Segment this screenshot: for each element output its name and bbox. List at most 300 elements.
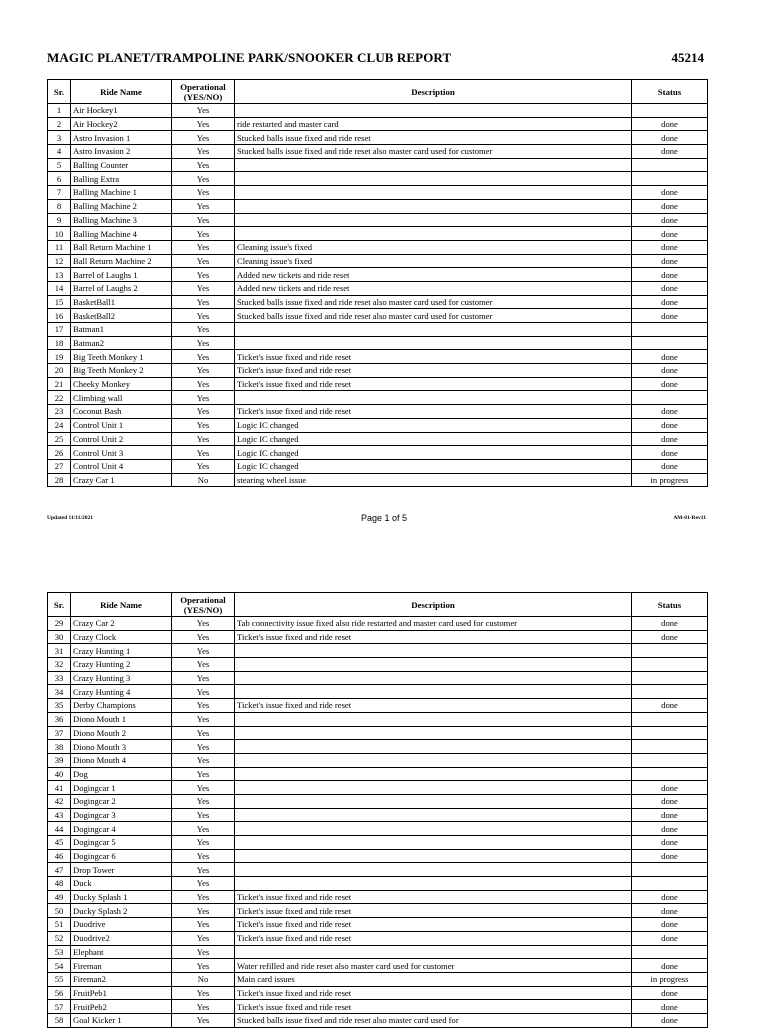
row-sr-cell: 2: [48, 117, 71, 131]
row-status-cell: done: [632, 931, 708, 945]
row-description-cell: Tab connectivity issue fixed also ride restarted and master card used for customer: [235, 617, 632, 631]
row-status-cell: in progress: [632, 473, 708, 487]
row-status-cell: done: [632, 890, 708, 904]
row-operational-cell: Yes: [172, 712, 235, 726]
row-status-cell: done: [632, 808, 708, 822]
row-operational-cell: Yes: [172, 617, 235, 631]
row-description-cell: Ticket's issue fixed and ride reset: [235, 931, 632, 945]
table-row: [48, 972, 708, 986]
table-header-row: [48, 593, 708, 617]
row-description-cell: [235, 685, 632, 699]
row-ride-name-cell: Crazy Hunting 1: [71, 644, 172, 658]
row-operational-cell: Yes: [172, 199, 235, 213]
row-operational-cell: Yes: [172, 350, 235, 364]
row-description-cell: [235, 808, 632, 822]
table-row: [48, 877, 708, 891]
table-row: [48, 446, 708, 460]
row-description-cell: Ticket's issue fixed and ride reset: [235, 405, 632, 419]
row-status-cell: done: [632, 1013, 708, 1027]
table-row: [48, 904, 708, 918]
row-description-cell: stearing wheel issue: [235, 473, 632, 487]
row-description-cell: Ticket's issue fixed and ride reset: [235, 364, 632, 378]
row-status-cell: [632, 767, 708, 781]
table-row: [48, 364, 708, 378]
row-operational-cell: Yes: [172, 877, 235, 891]
table-row: [48, 104, 708, 118]
table-row: [48, 959, 708, 973]
row-sr-cell: 57: [48, 1000, 71, 1014]
row-sr-cell: 10: [48, 227, 71, 241]
row-ride-name-cell: Goal Kicker 1: [71, 1013, 172, 1027]
row-ride-name-cell: Ducky Splash 1: [71, 890, 172, 904]
table-row: [48, 630, 708, 644]
row-sr-cell: 42: [48, 794, 71, 808]
row-sr-cell: 36: [48, 712, 71, 726]
row-ride-name-cell: Elephant: [71, 945, 172, 959]
row-description-cell: [235, 767, 632, 781]
col-header-description: Description: [235, 80, 632, 104]
row-ride-name-cell: Balling Machine 3: [71, 213, 172, 227]
row-status-cell: done: [632, 432, 708, 446]
row-operational-cell: Yes: [172, 767, 235, 781]
row-description-cell: Stucked balls issue fixed and ride reset also master card used for customer: [235, 309, 632, 323]
row-sr-cell: 11: [48, 240, 71, 254]
table-row: [48, 1013, 708, 1027]
row-ride-name-cell: Dog: [71, 767, 172, 781]
row-sr-cell: 49: [48, 890, 71, 904]
row-status-cell: [632, 945, 708, 959]
row-description-cell: [235, 158, 632, 172]
row-operational-cell: Yes: [172, 240, 235, 254]
row-sr-cell: 44: [48, 822, 71, 836]
row-sr-cell: 7: [48, 186, 71, 200]
table-body: [48, 104, 708, 487]
row-sr-cell: 29: [48, 617, 71, 631]
table-row: [48, 432, 708, 446]
row-ride-name-cell: Ball Return Machine 1: [71, 240, 172, 254]
row-status-cell: [632, 172, 708, 186]
table-row: [48, 890, 708, 904]
row-status-cell: [632, 158, 708, 172]
row-sr-cell: 24: [48, 418, 71, 432]
row-ride-name-cell: Diono Mouth 1: [71, 712, 172, 726]
row-status-cell: done: [632, 117, 708, 131]
row-sr-cell: 5: [48, 158, 71, 172]
row-status-cell: done: [632, 240, 708, 254]
row-description-cell: Ticket's issue fixed and ride reset: [235, 918, 632, 932]
row-status-cell: done: [632, 199, 708, 213]
row-status-cell: [632, 104, 708, 118]
table-row: [48, 849, 708, 863]
row-ride-name-cell: Control Unit 1: [71, 418, 172, 432]
row-status-cell: done: [632, 213, 708, 227]
row-description-cell: Stucked balls issue fixed and ride reset: [235, 131, 632, 145]
row-status-cell: done: [632, 794, 708, 808]
row-ride-name-cell: Ball Return Machine 2: [71, 254, 172, 268]
row-operational-cell: Yes: [172, 117, 235, 131]
row-sr-cell: 18: [48, 336, 71, 350]
row-status-cell: done: [632, 459, 708, 473]
col-header-status: Status: [632, 80, 708, 104]
footer-page-number: Page 1 of 5: [360, 513, 408, 523]
row-sr-cell: 34: [48, 685, 71, 699]
row-ride-name-cell: Crazy Car 2: [71, 617, 172, 631]
row-ride-name-cell: Diono Mouth 4: [71, 753, 172, 767]
table-row: [48, 671, 708, 685]
row-description-cell: [235, 213, 632, 227]
row-ride-name-cell: Fireman2: [71, 972, 172, 986]
table-row: [48, 323, 708, 337]
row-status-cell: done: [632, 268, 708, 282]
row-operational-cell: Yes: [172, 740, 235, 754]
table-row: [48, 405, 708, 419]
row-ride-name-cell: Barrel of Laughs 2: [71, 281, 172, 295]
operational-sub-label: (YES/NO): [183, 604, 223, 615]
row-operational-cell: Yes: [172, 364, 235, 378]
row-description-cell: Ticket's issue fixed and ride reset: [235, 699, 632, 713]
table-row: [48, 281, 708, 295]
row-operational-cell: Yes: [172, 959, 235, 973]
row-ride-name-cell: Dogingcar 3: [71, 808, 172, 822]
row-ride-name-cell: Coconut Bash: [71, 405, 172, 419]
row-description-cell: Ticket's issue fixed and ride reset: [235, 377, 632, 391]
row-sr-cell: 17: [48, 323, 71, 337]
report-title: MAGIC PLANET/TRAMPOLINE PARK/SNOOKER CLUB REPORT: [47, 50, 452, 65]
table-row: [48, 986, 708, 1000]
row-operational-cell: Yes: [172, 1000, 235, 1014]
row-description-cell: [235, 863, 632, 877]
row-ride-name-cell: Astro Invasion 2: [71, 145, 172, 159]
row-ride-name-cell: Fireman: [71, 959, 172, 973]
row-ride-name-cell: Crazy Clock: [71, 630, 172, 644]
row-ride-name-cell: Big Teeth Monkey 1: [71, 350, 172, 364]
row-operational-cell: Yes: [172, 323, 235, 337]
row-status-cell: done: [632, 446, 708, 460]
col-header-ride-name: Ride Name: [71, 593, 172, 617]
row-operational-cell: Yes: [172, 227, 235, 241]
row-description-cell: Ticket's issue fixed and ride reset: [235, 904, 632, 918]
row-description-cell: Ticket's issue fixed and ride reset: [235, 630, 632, 644]
row-ride-name-cell: Batman1: [71, 323, 172, 337]
row-status-cell: [632, 323, 708, 337]
row-description-cell: Cleaning issue's fixed: [235, 254, 632, 268]
row-sr-cell: 30: [48, 630, 71, 644]
ride-status-table: [47, 79, 708, 487]
row-description-cell: Water refilled and ride reset also master card used for customer: [235, 959, 632, 973]
row-status-cell: done: [632, 959, 708, 973]
row-status-cell: [632, 644, 708, 658]
table-row: [48, 712, 708, 726]
table-row: [48, 918, 708, 932]
table-row: [48, 1000, 708, 1014]
table-row: [48, 418, 708, 432]
row-sr-cell: 26: [48, 446, 71, 460]
ride-status-table: [47, 592, 708, 1028]
table-row: [48, 254, 708, 268]
row-description-cell: [235, 945, 632, 959]
row-sr-cell: 39: [48, 753, 71, 767]
row-ride-name-cell: Duodrive: [71, 918, 172, 932]
row-operational-cell: Yes: [172, 699, 235, 713]
col-header-operational: [172, 80, 235, 104]
row-ride-name-cell: Balling Machine 1: [71, 186, 172, 200]
row-sr-cell: 56: [48, 986, 71, 1000]
row-operational-cell: Yes: [172, 630, 235, 644]
row-sr-cell: 33: [48, 671, 71, 685]
row-operational-cell: Yes: [172, 808, 235, 822]
table-row: [48, 117, 708, 131]
row-sr-cell: 25: [48, 432, 71, 446]
row-sr-cell: 55: [48, 972, 71, 986]
row-operational-cell: Yes: [172, 446, 235, 460]
row-ride-name-cell: Dogingcar 1: [71, 781, 172, 795]
row-operational-cell: Yes: [172, 213, 235, 227]
table-row: [48, 781, 708, 795]
row-sr-cell: 28: [48, 473, 71, 487]
table-row: [48, 268, 708, 282]
row-operational-cell: Yes: [172, 391, 235, 405]
row-status-cell: done: [632, 986, 708, 1000]
row-sr-cell: 4: [48, 145, 71, 159]
table-row: [48, 863, 708, 877]
row-operational-cell: Yes: [172, 459, 235, 473]
row-description-cell: Logic IC changed: [235, 446, 632, 460]
row-status-cell: [632, 877, 708, 891]
row-ride-name-cell: Cheeky Monkey: [71, 377, 172, 391]
row-ride-name-cell: FruitPeb2: [71, 1000, 172, 1014]
row-description-cell: [235, 849, 632, 863]
table-row: [48, 473, 708, 487]
operational-sub-label: (YES/NO): [183, 91, 223, 102]
row-sr-cell: 13: [48, 268, 71, 282]
table-row: [48, 931, 708, 945]
row-description-cell: Logic IC changed: [235, 459, 632, 473]
table-row: [48, 808, 708, 822]
table-row: [48, 158, 708, 172]
row-status-cell: done: [632, 822, 708, 836]
row-status-cell: done: [632, 418, 708, 432]
table-row: [48, 186, 708, 200]
row-status-cell: done: [632, 364, 708, 378]
table-row: [48, 213, 708, 227]
row-ride-name-cell: Balling Counter: [71, 158, 172, 172]
row-status-cell: done: [632, 295, 708, 309]
row-sr-cell: 21: [48, 377, 71, 391]
table-header-row: [48, 80, 708, 104]
row-operational-cell: Yes: [172, 849, 235, 863]
table-row: [48, 240, 708, 254]
table-body: [48, 617, 708, 1028]
row-operational-cell: Yes: [172, 863, 235, 877]
table-row: [48, 391, 708, 405]
row-ride-name-cell: Balling Extra: [71, 172, 172, 186]
row-description-cell: Cleaning issue's fixed: [235, 240, 632, 254]
row-ride-name-cell: Crazy Car 1: [71, 473, 172, 487]
row-ride-name-cell: Dogingcar 2: [71, 794, 172, 808]
row-status-cell: [632, 712, 708, 726]
row-status-cell: done: [632, 227, 708, 241]
row-description-cell: [235, 186, 632, 200]
row-operational-cell: Yes: [172, 432, 235, 446]
row-status-cell: in progress: [632, 972, 708, 986]
row-operational-cell: Yes: [172, 685, 235, 699]
row-description-cell: [235, 172, 632, 186]
row-description-cell: Ticket's issue fixed and ride reset: [235, 1000, 632, 1014]
row-operational-cell: Yes: [172, 131, 235, 145]
table-row: [48, 726, 708, 740]
row-description-cell: Stucked balls issue fixed and ride reset also master card used for: [235, 1013, 632, 1027]
row-operational-cell: Yes: [172, 781, 235, 795]
row-ride-name-cell: Control Unit 2: [71, 432, 172, 446]
row-ride-name-cell: Derby Champions: [71, 699, 172, 713]
table-row: [48, 685, 708, 699]
row-status-cell: done: [632, 617, 708, 631]
table-row: [48, 794, 708, 808]
row-operational-cell: Yes: [172, 186, 235, 200]
row-status-cell: done: [632, 350, 708, 364]
row-operational-cell: Yes: [172, 945, 235, 959]
row-status-cell: [632, 336, 708, 350]
table-row: [48, 199, 708, 213]
row-status-cell: [632, 391, 708, 405]
row-ride-name-cell: Control Unit 3: [71, 446, 172, 460]
row-sr-cell: 19: [48, 350, 71, 364]
row-operational-cell: Yes: [172, 281, 235, 295]
row-description-cell: [235, 323, 632, 337]
table-row: [48, 336, 708, 350]
row-operational-cell: Yes: [172, 1013, 235, 1027]
table-row: [48, 767, 708, 781]
row-description-cell: [235, 740, 632, 754]
row-ride-name-cell: Barrel of Laughs 1: [71, 268, 172, 282]
row-sr-cell: 43: [48, 808, 71, 822]
row-operational-cell: Yes: [172, 931, 235, 945]
row-operational-cell: Yes: [172, 295, 235, 309]
table-row: [48, 822, 708, 836]
row-ride-name-cell: Dogingcar 4: [71, 822, 172, 836]
row-sr-cell: 16: [48, 309, 71, 323]
row-description-cell: [235, 794, 632, 808]
row-sr-cell: 40: [48, 767, 71, 781]
row-description-cell: Stucked balls issue fixed and ride reset also master card used for customer: [235, 295, 632, 309]
row-ride-name-cell: Big Teeth Monkey 2: [71, 364, 172, 378]
row-sr-cell: 47: [48, 863, 71, 877]
row-operational-cell: Yes: [172, 836, 235, 850]
row-operational-cell: Yes: [172, 104, 235, 118]
row-status-cell: done: [632, 405, 708, 419]
row-status-cell: [632, 753, 708, 767]
row-status-cell: done: [632, 781, 708, 795]
row-ride-name-cell: Astro Invasion 1: [71, 131, 172, 145]
row-ride-name-cell: Crazy Hunting 4: [71, 685, 172, 699]
row-sr-cell: 58: [48, 1013, 71, 1027]
row-operational-cell: Yes: [172, 158, 235, 172]
row-operational-cell: Yes: [172, 986, 235, 1000]
table-row: [48, 227, 708, 241]
row-operational-cell: Yes: [172, 268, 235, 282]
row-operational-cell: Yes: [172, 753, 235, 767]
row-operational-cell: Yes: [172, 918, 235, 932]
row-ride-name-cell: Batman2: [71, 336, 172, 350]
row-ride-name-cell: Crazy Hunting 3: [71, 671, 172, 685]
row-sr-cell: 41: [48, 781, 71, 795]
row-status-cell: [632, 658, 708, 672]
table-row: [48, 945, 708, 959]
row-description-cell: Logic IC changed: [235, 418, 632, 432]
row-operational-cell: Yes: [172, 309, 235, 323]
row-sr-cell: 14: [48, 281, 71, 295]
row-status-cell: [632, 740, 708, 754]
row-status-cell: done: [632, 836, 708, 850]
row-sr-cell: 32: [48, 658, 71, 672]
table-row: [48, 295, 708, 309]
row-sr-cell: 6: [48, 172, 71, 186]
row-operational-cell: Yes: [172, 794, 235, 808]
row-sr-cell: 54: [48, 959, 71, 973]
row-operational-cell: Yes: [172, 658, 235, 672]
table-row: [48, 658, 708, 672]
row-description-cell: [235, 644, 632, 658]
col-header-sr: Sr.: [48, 593, 71, 617]
row-status-cell: [632, 685, 708, 699]
operational-label: Operational: [180, 594, 226, 605]
row-status-cell: done: [632, 904, 708, 918]
row-sr-cell: 38: [48, 740, 71, 754]
row-ride-name-cell: Balling Machine 4: [71, 227, 172, 241]
row-ride-name-cell: Diono Mouth 2: [71, 726, 172, 740]
row-sr-cell: 12: [48, 254, 71, 268]
row-status-cell: done: [632, 849, 708, 863]
row-operational-cell: No: [172, 972, 235, 986]
row-status-cell: [632, 671, 708, 685]
row-sr-cell: 37: [48, 726, 71, 740]
row-description-cell: [235, 391, 632, 405]
row-description-cell: Ticket's issue fixed and ride reset: [235, 350, 632, 364]
col-header-operational: [172, 593, 235, 617]
table-row: [48, 617, 708, 631]
row-ride-name-cell: Dogingcar 5: [71, 836, 172, 850]
row-description-cell: [235, 726, 632, 740]
row-operational-cell: Yes: [172, 671, 235, 685]
row-ride-name-cell: Balling Machine 2: [71, 199, 172, 213]
row-status-cell: done: [632, 377, 708, 391]
row-status-cell: done: [632, 131, 708, 145]
row-sr-cell: 45: [48, 836, 71, 850]
row-sr-cell: 46: [48, 849, 71, 863]
table-row: [48, 753, 708, 767]
row-ride-name-cell: Ducky Splash 2: [71, 904, 172, 918]
row-description-cell: Ticket's issue fixed and ride reset: [235, 890, 632, 904]
row-sr-cell: 52: [48, 931, 71, 945]
row-operational-cell: Yes: [172, 336, 235, 350]
row-ride-name-cell: Duck: [71, 877, 172, 891]
row-description-cell: Added new tickets and ride reset: [235, 281, 632, 295]
row-status-cell: done: [632, 145, 708, 159]
row-operational-cell: No: [172, 473, 235, 487]
row-operational-cell: Yes: [172, 822, 235, 836]
row-ride-name-cell: Climbing wall: [71, 391, 172, 405]
col-header-description: Description: [235, 593, 632, 617]
row-description-cell: Logic IC changed: [235, 432, 632, 446]
col-header-ride-name: Ride Name: [71, 80, 172, 104]
row-description-cell: [235, 658, 632, 672]
row-ride-name-cell: FruitPeb1: [71, 986, 172, 1000]
row-description-cell: [235, 822, 632, 836]
row-description-cell: Main card issues: [235, 972, 632, 986]
footer-doc-code: AM-01-Rev11: [673, 515, 706, 521]
row-description-cell: [235, 877, 632, 891]
table-row: [48, 350, 708, 364]
